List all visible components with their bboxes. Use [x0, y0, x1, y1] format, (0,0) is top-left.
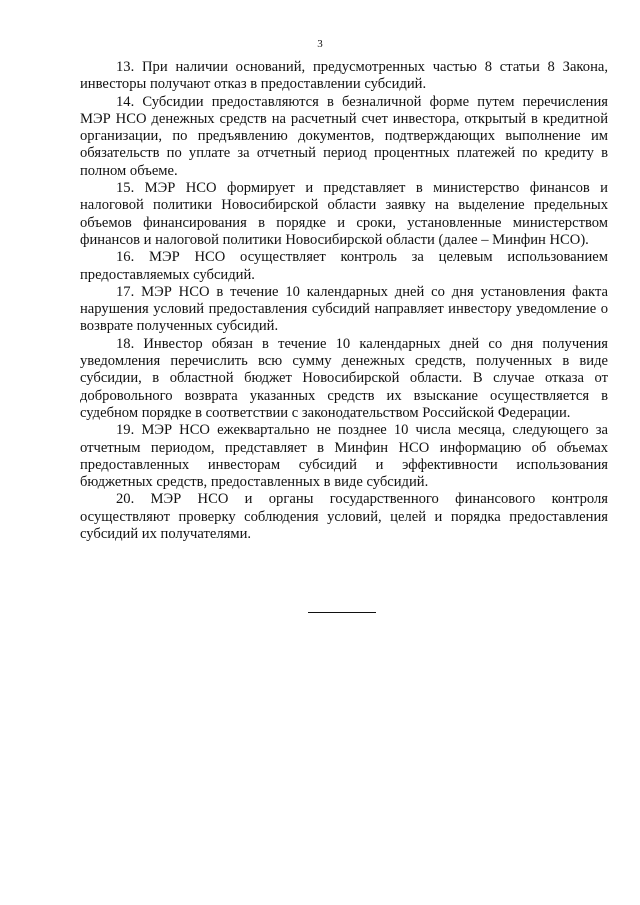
end-divider-line — [308, 612, 376, 613]
paragraph-17: 17. МЭР НСО в течение 10 календарных дней со дня установления факта нарушения условий предоставления субсидий направляет инвестору уведомление о возврате полученных субсидий. — [80, 283, 608, 335]
paragraph-19: 19. МЭР НСО ежеквартально не позднее 10 числа месяца, следующего за отчетным периодом, представляет в Минфин НСО информацию об объемах предоставленных инвесторам субсидий и эффективности использования бюджетных средств, предоставленных в виде субсидий. — [80, 422, 608, 491]
paragraph-16: 16. МЭР НСО осуществляет контроль за целевым использованием предоставляемых субсидий. — [80, 249, 608, 283]
document-body — [80, 59, 608, 543]
page-number: 3 — [317, 38, 323, 50]
paragraph-18: 18. Инвестор обязан в течение 10 календарных дней со дня получения уведомления перечислить всю сумму денежных средств, полученных в виде субсидии, в областной бюджет Новосибирской области. В случае отказа от добровольного возврата указанных средств их взыскание осуществляется в судебном порядке в соответствии с законодательством Российской Федерации. — [80, 335, 608, 421]
paragraph-15: 15. МЭР НСО формирует и представляет в министерство финансов и налоговой политики Новосибирской области заявку на выделение предельных объемов финансирования в порядке и сроки, установленные министерством финансов и налоговой политики Новосибирской области (далее – Минфин НСО). — [80, 180, 608, 248]
paragraph-14: 14. Субсидии предоставляются в безналичной форме путем перечисления МЭР НСО денежных средств на расчетный счет инвестора, открытый в кредитной организации, по предъявлению документов, подтверждающих выполнение им обязательств по уплате за отчетный период процентных платежей по кредиту в полном объеме. — [80, 93, 608, 179]
paragraph-20: 20. МЭР НСО и органы государственного финансового контроля осуществляют проверку соблюдения условий, целей и порядка предоставления субсидий их получателями. — [80, 491, 608, 543]
paragraph-13: 13. При наличии оснований, предусмотренных частью 8 статьи 8 Закона, инвесторы получают отказ в предоставлении субсидий. — [80, 59, 608, 93]
